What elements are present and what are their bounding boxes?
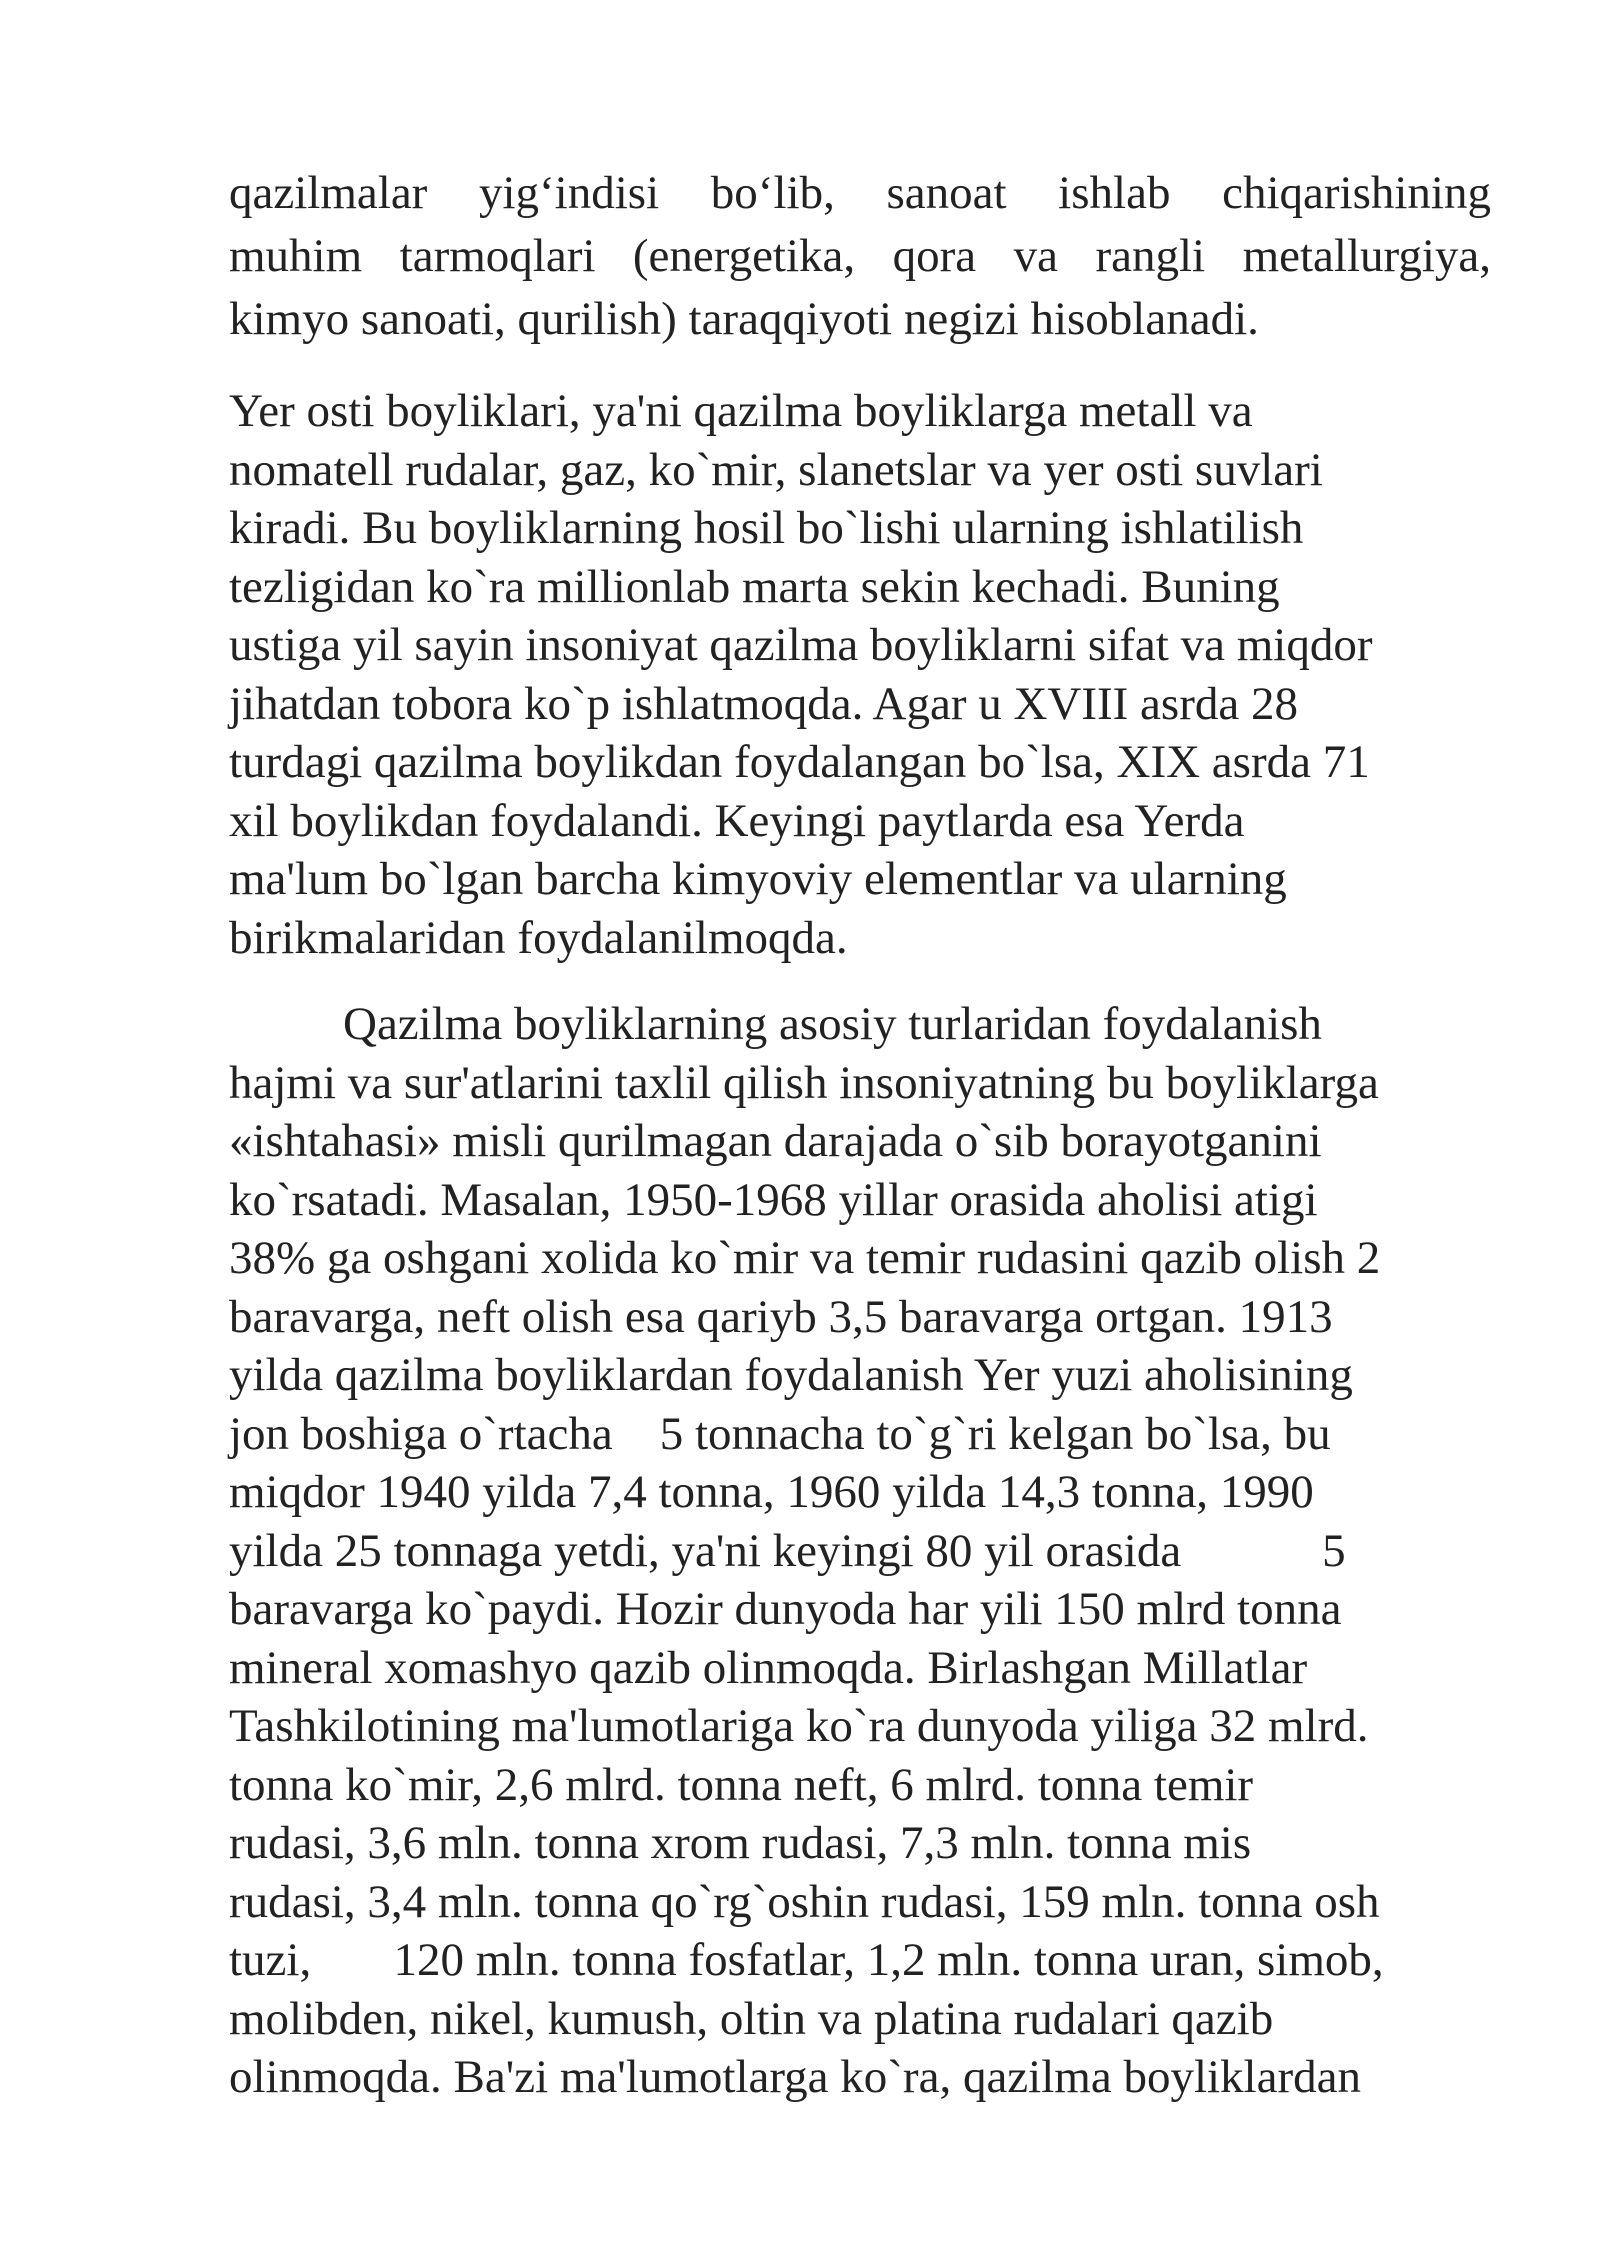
text-line: xil boylikdan foydalandi. Keyingi paytlarda esa Yerda bbox=[229, 794, 1245, 847]
text-line: tonna ko`mir, 2,6 mlrd. tonna neft, 6 mlrd. tonna temir bbox=[229, 1758, 1254, 1811]
text-line: yilda 25 tonnaga yetdi, ya'ni keyingi 80 yil orasida 5 bbox=[229, 1524, 1346, 1577]
text-line: ma'lum bo`lgan barcha kimyoviy elementlar va ularning bbox=[229, 853, 1287, 905]
text-line: birikmalaridan foydalanilmoqda. bbox=[229, 911, 848, 964]
paragraph-2 bbox=[229, 382, 1491, 967]
text-line: tezligidan ko`ra millionlab marta sekin kechadi. Buning bbox=[229, 560, 1280, 613]
text-line: baravarga ko`paydi. Hozir dunyoda har yili 150 mlrd tonna bbox=[229, 1583, 1342, 1635]
text-line: muhim tarmoqlari (energetika, qora va rangli metallurgiya, bbox=[229, 230, 1491, 282]
text-line: miqdor 1940 yilda 7,4 tonna, 1960 yilda 14,3 tonna, 1990 bbox=[229, 1466, 1314, 1518]
text-line: olinmoqda. Ba'zi ma'lumotlarga ko`ra, qazilma boyliklardan bbox=[229, 2051, 1361, 2103]
text-line: molibden, nikel, kumush, oltin va platina rudalari qazib bbox=[229, 1992, 1274, 2045]
text-line: ko`rsatadi. Masalan, 1950-1968 yillar orasida aholisi atigi bbox=[229, 1173, 1318, 1226]
text-line: kimyo sanoati, qurilish) taraqqiyoti negizi hisoblanadi. bbox=[229, 293, 1259, 345]
text-line: rudasi, 3,6 mln. tonna xrom rudasi, 7,3 mln. tonna mis bbox=[229, 1817, 1252, 1869]
text-line: Qazilma boyliklarning asosiy turlaridan foydalanish bbox=[343, 998, 1322, 1050]
text-line: rudasi, 3,4 mln. tonna qo`rg`oshin rudasi, 159 mln. tonna osh bbox=[229, 1875, 1380, 1928]
text-line: qazilmalar yig‘indisi bo‘lib, sanoat ishlab chiqarishining bbox=[229, 167, 1491, 219]
text-line: ustiga yil sayin insoniyat qazilma boyliklarni sifat va miqdor bbox=[229, 619, 1373, 671]
text-line: baravarga, neft olish esa qariyb 3,5 baravarga ortgan. 1913 bbox=[229, 1290, 1333, 1343]
text-line: «ishtahasi» misli qurilmagan darajada o`sib borayotganini bbox=[229, 1115, 1322, 1167]
text-line: 38% ga oshgani xolida ko`mir va temir rudasini qazib olish 2 bbox=[229, 1232, 1381, 1284]
text-line: hajmi va sur'atlarini taxlil qilish insoniyatning bu boyliklarga bbox=[229, 1056, 1379, 1109]
text-line: Yer osti boyliklari, ya'ni qazilma boyliklarga metall va bbox=[229, 385, 1253, 437]
text-line: Tashkilotining ma'lumotlariga ko`ra dunyoda yiliga 32 mlrd. bbox=[229, 1700, 1369, 1752]
text-line: mineral xomashyo qazib olinmoqda. Birlashgan Millatlar bbox=[229, 1641, 1308, 1694]
paragraph-1 bbox=[229, 162, 1491, 351]
text-line: tuzi, 120 mln. tonna fosfatlar, 1,2 mln. tonna uran, simob, bbox=[229, 1934, 1384, 1986]
paragraph-3 bbox=[229, 995, 1491, 2107]
text-line: jihatdan tobora ko`p ishlatmoqda. Agar u XVIII asrda 28 bbox=[229, 677, 1298, 730]
text-line: yilda qazilma boyliklardan foydalanish Yer yuzi aholisining bbox=[229, 1349, 1353, 1401]
text-line: nomatell rudalar, gaz, ko`mir, slanetslar va yer osti suvlari bbox=[229, 443, 1323, 496]
text-line: jon boshiga o`rtacha 5 tonnacha to`g`ri kelgan bo`lsa, bu bbox=[229, 1407, 1331, 1460]
text-line: kiradi. Bu boyliklarning hosil bo`lishi ularning ishlatilish bbox=[229, 502, 1304, 554]
text-line: turdagi qazilma boylikdan foydalangan bo`lsa, XIX asrda 71 bbox=[229, 736, 1370, 788]
